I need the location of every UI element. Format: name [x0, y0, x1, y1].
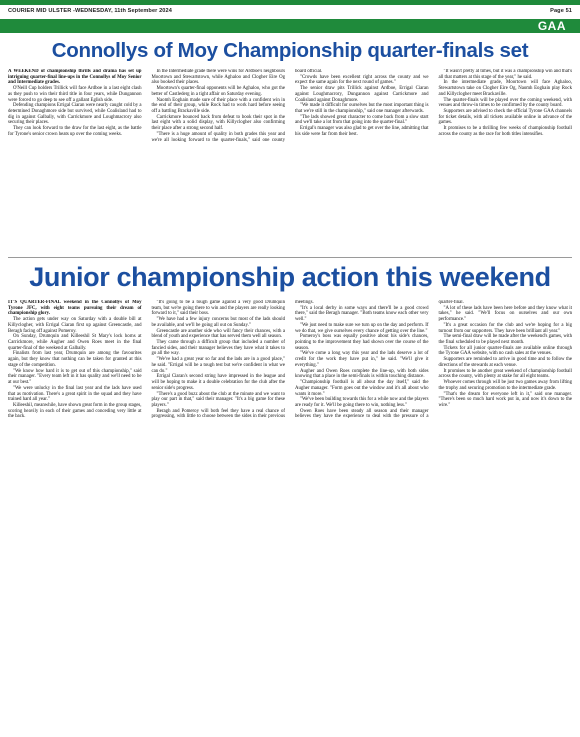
- article-paragraph: "It's going to be a tough game against a very good Drumquin team, but we're going there to win and the players are really looking forward to it," said their boss.: [151, 300, 285, 317]
- article-paragraph: O'Neill Cup holders Trillick will face Ardboe in a last eight clash as they push to win their third title in four years, while Dungannon were forced to go deep to see off a gallant Eglish side.: [8, 86, 142, 103]
- article-paragraph: Defending champions Errigal Ciaran were nearly caught cold by a determined Donaghmore side but survived, while Coalisland had to dig in against Galbally, with Carrickmore and Loughmacrory also securing their places.: [8, 103, 142, 126]
- article-paragraph: Tickets for all junior quarter-finals are available online through the Tyrone GAA website, with no cash sales at the venues.: [438, 345, 572, 357]
- story-divider: [8, 257, 572, 258]
- article-paragraph: "We made it difficult for ourselves but the most important thing is that we're still in the championship," said one manager afterwards.: [295, 103, 429, 115]
- article-paragraph: Supporters are reminded to arrive in good time and to follow the directions of the stewards at each venue.: [438, 357, 572, 368]
- article-paragraph: Augher and Owen Roes complete the line-up, with both sides knowing that a place in the semi-finals is within touching distance.: [295, 368, 429, 380]
- article-paragraph: "We've had a great year so far and the lads are in a good place," he said. "Errigal will be a tough test but we're confident in what we can do.": [151, 357, 285, 374]
- masthead: [8, 6, 572, 16]
- article-paragraph: "A lot of these lads have been here before and they know what it takes," he said. "We'll focus on ourselves and our own performance.": [438, 305, 572, 323]
- story1-lead-bold: A WEEKEND of championship thrills and drama has set up intriguing quarter-final line-ups in the Connollys of Moy Senior and Intermediate grades.: [8, 69, 142, 86]
- article-paragraph: It promises to be another great weekend of championship football across the county, with plenty at stake for all eight teams.: [438, 368, 572, 380]
- article-paragraph: It promises to be a thrilling few weeks of championship football across the county as the race for both titles intensifies.: [438, 126, 572, 137]
- article-paragraph: "That's the dream for everyone left in it," said one manager. "There's been so much hard work put in, and now it's down to the wire.": [438, 391, 572, 408]
- article-paragraph: Killeeshil, meanwhile, have shown great form in the group stages, scoring heavily in each of their games and conceding very little at the back.: [8, 402, 142, 420]
- article-paragraph: "We just need to make sure we turn up on the day and perform. If we do that, we give ourselves every chance of getting over the line.": [295, 322, 429, 334]
- article-paragraph: In the intermediate grade, Moortown will face Aghaloo, Stewartstown take on Clogher Eire Og, Naomh Eoghain play Rock and Killyclogher meet Brackaville.: [438, 80, 572, 97]
- article-paragraph: Beragh and Pomeroy will both feel they have a real chance of progressing, with little to choose between the sides in their previous meetings.: [151, 300, 314, 420]
- article-paragraph: "We've been building towards this for a while now and the players are ready for it. We'll be going there to win, nothing less.": [295, 397, 429, 408]
- article-paragraph: Moortown's quarter-final opponents will be Aghaloo, who got the better of Castlederg in a tight affair on Saturday evening.: [151, 86, 285, 97]
- article-paragraph: Pomeroy's boss was equally positive about his side's chances, pointing to the improvement they had shown over the course of the season.: [295, 334, 429, 351]
- article-paragraph: The semi-final draw will be made after the weekend's games, with the final scheduled to be played next month.: [438, 334, 572, 346]
- section-band: [0, 19, 580, 33]
- story2-body: [8, 300, 572, 730]
- article-paragraph: They can look forward to the draw for the last eight, as the battle for Tyrone's senior crown heats up over the coming weeks.: [8, 126, 142, 137]
- article-paragraph: "It's a local derby in some ways and there'll be a good crowd there," said the Beragh manager. "Both teams know each other very well.": [295, 305, 429, 323]
- story1-body: [8, 69, 572, 252]
- section-label: GAA: [537, 19, 566, 33]
- article-paragraph: "Championship football is all about the day itself," said the Augher manager. "Form goes out the window and it's all about who wants it more.": [295, 380, 429, 397]
- article-paragraph: "We know how hard it is to get out of this championship," said their manager. "Every team left in it has quality and we'll need to be at our best.": [8, 368, 142, 386]
- article-paragraph: The senior draw pits Trillick against Ardboe, Errigal Ciaran against Loughmacrory, Dungannon against Carrickmore and Coalisland against Donaghmore.: [295, 86, 429, 103]
- page-number: Page 51: [550, 8, 572, 14]
- article-paragraph: Supporters are advised to check the official Tyrone GAA channels for ticket details, with all tickets available online in advance of the games.: [438, 109, 572, 126]
- article-paragraph: Finalists from last year, Drumquin are among the favourites again, but they know that nothing can be taken for granted at this stage of the competition.: [8, 351, 142, 368]
- article-paragraph: Owen Roes have been steady all season and their manager believes they have the experience to deal with the pressure of a quarter-final.: [295, 300, 464, 420]
- article-paragraph: Greencastle are another side who will fancy their chances, with a blend of youth and experience that has served them well all season.: [151, 328, 285, 340]
- article-paragraph: "The lads showed great character to come back from a slow start and we'll take a lot from that going into the quarter-final.": [295, 114, 429, 126]
- article-paragraph: Errigal's manager was also glad to get over the line, admitting that his side were far from their best.: [295, 126, 429, 137]
- article-paragraph: Errigal Ciaran's second string have impressed in the league and will be hoping to make it a double celebration for the club after the senior side's progress.: [151, 374, 285, 391]
- story2-lead-bold: IT'S QUARTER-FINAL weekend in the Connollys of Moy Tyrone JFC, with eight teams pursuing their dream of championship glory.: [8, 300, 142, 317]
- article-paragraph: Carrickmore bounced back from defeat to book their spot in the last eight with a solid display, with Killyclogher also confirming their place after a strong second half.: [151, 114, 285, 132]
- story1-lead: [8, 69, 142, 86]
- article-paragraph: "We've come a long way this year and the lads deserve a lot of credit for the work they have put in," he said. "We'll give it everything.": [295, 351, 429, 368]
- article-paragraph: "It wasn't pretty at times, but it was a championship win and that's all that matters at this stage of the year," he said.: [438, 69, 572, 80]
- story1-headline: Connollys of Moy Championship quarter-finals set: [51, 39, 529, 62]
- article-paragraph: "We have had a few injury concerns but most of the lads should be available, and we'll be going all out on Sunday.": [151, 317, 285, 328]
- article-paragraph: "We were unlucky in the final last year and the lads have used that as motivation. There's a great spirit in the squad and they have trained hard all year.": [8, 385, 142, 403]
- article-paragraph: Naomh Eoghain made sure of their place with a confident win in the end of their group, while Rock had to work hard before seeing off a battling Brackaville side.: [151, 97, 285, 115]
- story2-lead: [8, 300, 142, 317]
- story2-paragraphs: [8, 300, 572, 420]
- story2-headline: Junior championship action this weekend: [29, 262, 551, 292]
- article-paragraph: "Crowds have been excellent right across the county and we expect the same again for the next round of games.": [295, 74, 429, 86]
- article-paragraph: They came through a difficult group that included a number of fancied sides, and their manager believes they have what it takes to go all the way.: [151, 340, 285, 357]
- article-paragraph: The action gets under way on Saturday with a double bill at Killyclogher, with Errigal Ciaran first up against Greencastle, and Beragh facing off against Pomeroy.: [8, 317, 142, 334]
- article-paragraph: "It's a great occasion for the club and we're hoping for a big turnout from our supporters. They have been brilliant all year.": [438, 322, 572, 334]
- article-paragraph: "There is a huge amount of quality in both grades this year and we're all looking forward to the quarter-finals," said one county board official.: [151, 69, 323, 143]
- article-paragraph: Whoever comes through will be just two games away from lifting the trophy and securing promotion to the intermediate grade.: [438, 380, 572, 391]
- article-paragraph: On Sunday, Drumquin and Killeeshil St Mary's lock horns at Carrickmore, while Augher and Owen Roes meet in the final quarter-final of the weekend at Galbally.: [8, 334, 142, 351]
- masthead-paper-date: COURIER MID ULSTER -WEDNESDAY, 11th September 2024: [8, 8, 172, 14]
- top-accent-rule: [0, 0, 580, 5]
- article-paragraph: In the Intermediate grade there were wins for Ardboe's neighbours Moortown and Stewartstown, while Aghaloo and Clogher Eire Og also booked their places.: [151, 69, 286, 86]
- article-paragraph: The quarter-finals will be played over the coming weekend, with venues and throw-in times to be confirmed by the county board.: [438, 97, 572, 109]
- article-paragraph: "There's a good buzz about the club at the minute and we want to play our part in that," said their manager. "It's a big game for these players.": [151, 391, 285, 408]
